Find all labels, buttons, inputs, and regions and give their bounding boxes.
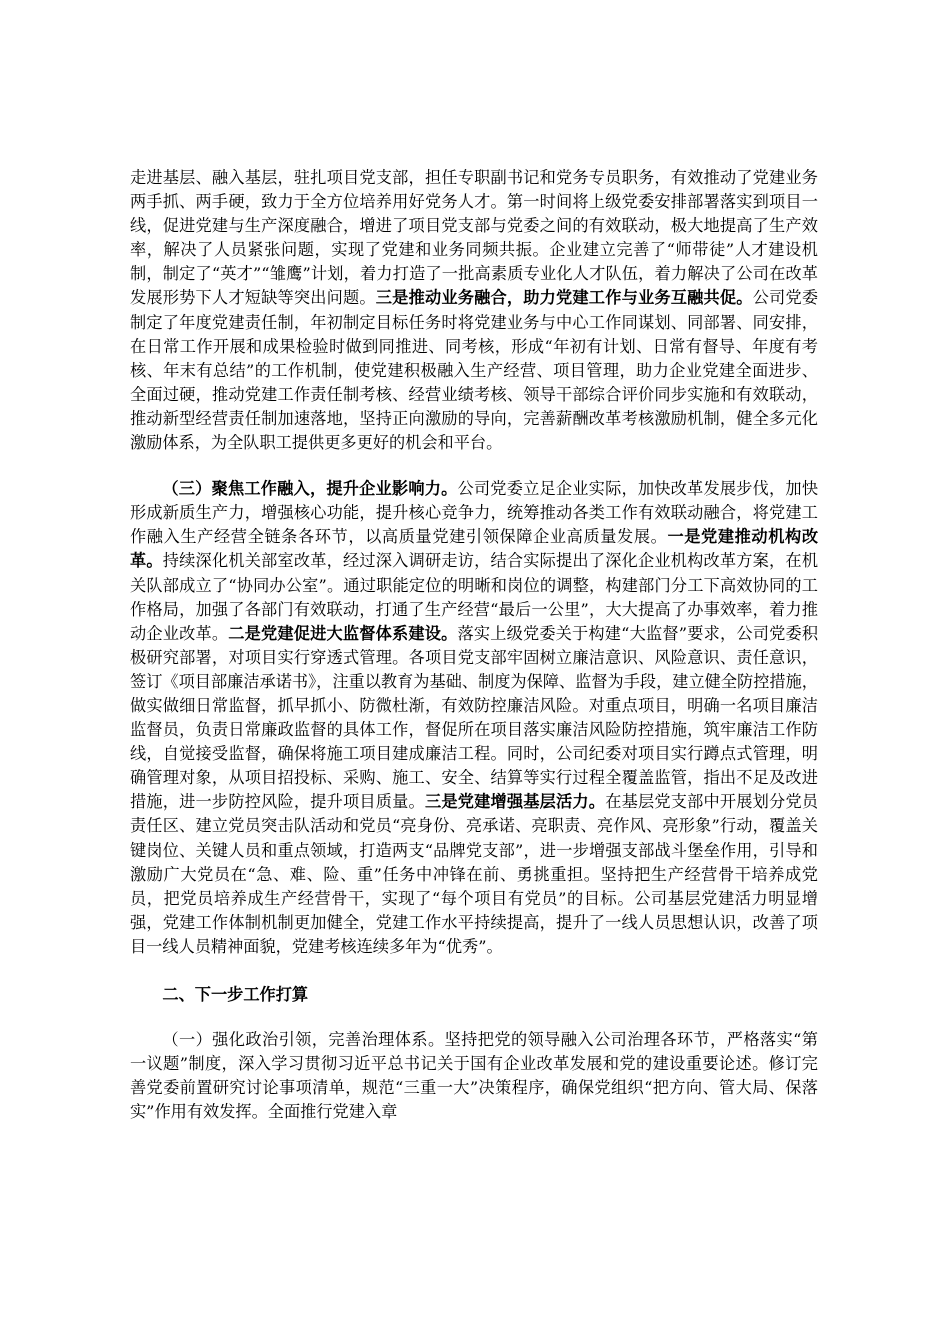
paragraph-text: 公司党委立足企业实际，加快改革发展步伐，加快形成新质生产力，增强核心功能，提升核心竞争力，统筹推动各类工作有效联动融合，将党建工作融入生产经营全链条各环节，以高质量党建引领保障企业高质量发展。 (130, 479, 819, 547)
section-heading: 二、下一步工作打算 (162, 985, 309, 1004)
paragraph-section-three (130, 477, 818, 959)
paragraph-text: 在基层党支部中开展划分党员责任区、建立党员突击队活动和党员“亮身份、亮承诺、亮职责、亮作风、亮形象”行动，覆盖关键岗位、关键人员和重点领域，打造两支“品牌党支部”，进一步增强支部战斗堡垒作用，引导和激励广大党员在“急、难、险、重”任务中冲锋在前、勇挑重担。坚持把生产经营骨干培养成党员，把党员培养成生产经营骨干，实现了“每个项目有党员”的目标。公司基层党建活力明显增强，党建工作体制机制更加健全，党建工作水平持续提高，提升了一线人员思想认识，改善了项目一线人员精神面貌，党建考核连续多年为“优秀”。 (130, 792, 819, 956)
bold-subheading: 三是推动业务融合，助力党建工作与业务互融共促。 (375, 288, 753, 308)
paragraph-continuation (130, 166, 818, 455)
bold-subheading: （三）聚焦工作融入，提升企业影响力。 (162, 479, 458, 499)
document-body (130, 166, 818, 1124)
paragraph-text: 持续深化机关部室改革，经过深入调研走访，结合实际提出了深化企业机构改革方案，在机关队部成立了“协同办公室”。通过职能定位的明晰和岗位的调整，构建部门分工下高效协同的工作格局，加强了各部门有效联动，打通了生产经营“最后一公里”，大大提高了办事效率，着力推动企业改革。 (130, 551, 819, 643)
paragraph-text: 落实上级党委关于构建“大监督”要求，公司党委积极研究部署，对项目实行穿透式管理。各项目党支部牢固树立廉洁意识、风险意识、责任意识，签订《项目部廉洁承诺书》，注重以教育为基础、制度为保障、监督为手段，建立健全防控措施，做实做细日常监督，抓早抓小、防微杜渐，有效防控廉洁风险。对重点项目，明确一名项目廉洁监督员，负责日常廉政监督的具体工作，督促所在项目落实廉洁风险防控措施，筑牢廉洁工作防线，自觉接受监督，确保将施工项目建成廉洁工程。同时，公司纪委对项目实行蹲点式管理，明确管理对象，从项目招投标、采购、施工、安全、结算等实行过程全覆盖监管，指出不足及改进措施，进一步防控风险，提升项目质量。 (130, 623, 818, 812)
bold-subheading: 二是党建促进大监督体系建设。 (228, 623, 458, 643)
paragraph-text: 走进基层、融入基层，驻扎项目党支部，担任专职副书记和党务专员职务，有效推动了党建业务两手抓、两手硬，致力于全方位培养用好党务人才。第一时间将上级党委安排部署落实到项目一线，促进党建与生产深度融合，增进了项目党支部与党委之间的有效联动，极大地提高了生产效率，解决了人员紧张问题，实现了党建和业务同频共振。企业建立完善了“师带徒”人才建设机制，制定了“英才”“雏鹰”计划，着力打造了一批高素质专业化人才队伍，着力解决了公司在改革发展形势下人才短缺等突出问题。 (130, 168, 818, 308)
bold-subheading: 一是党建推动机构改革。 (130, 527, 819, 571)
bold-subheading: 三是党建增强基层活力。 (424, 792, 606, 812)
paragraph-next-steps: （一）强化政治引领，完善治理体系。坚持把党的领导融入公司治理各环节，严格落实“第一议题”制度，深入学习贯彻习近平总书记关于国有企业改革发展和党的建设重要论述。修订完善党委前置研究讨论事项清单，规范“三重一大”决策程序，确保党组织“把方向、管大局、保落实”作用有效发挥。全面推行党建入章 (130, 1030, 818, 1122)
paragraph-text: 公司党委制定了年度党建责任制，年初制定目标任务时将党建业务与中心工作同谋划、同部署、同安排，在日常工作开展和成果检验时做到同推进、同考核，形成“年初有计划、日常有督导、年度有考核、年末有总结”的工作机制，使党建积极融入生产经营、项目管理，助力企业党建全面进步、全面过硬，推动党建工作责任制考核、经营业绩考核、领导干部综合评价同步实施和有效联动，推动新型经营责任制加速落地，坚持正向激励的导向，完善薪酬改革考核激励机制，健全多元化激励体系，为全队职工提供更多更好的机会和平台。 (130, 288, 819, 453)
